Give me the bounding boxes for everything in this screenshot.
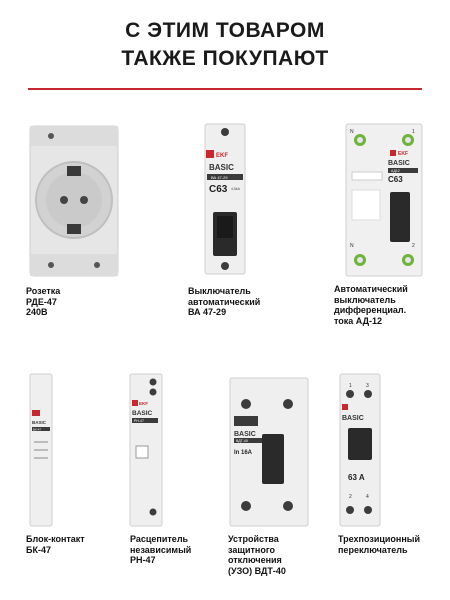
product-name-line: Выключатель	[188, 286, 251, 296]
product-name-line: Расцепитель	[130, 534, 189, 544]
series-label: BASIC	[234, 431, 256, 438]
product-name-line: переключатель	[338, 544, 408, 555]
product-name-rcbo	[334, 284, 408, 326]
product-card-auxiliary-contact[interactable]	[22, 370, 122, 570]
product-name-line: ВА 47-29	[188, 307, 227, 317]
series-label: BASIC	[32, 420, 47, 425]
terminal-label-bottom-1: 2	[349, 494, 352, 500]
product-name-line: Розетка	[26, 286, 61, 296]
product-name-circuit-breaker	[188, 286, 260, 318]
series-label: BASIC	[209, 163, 234, 172]
product-name-socket	[26, 286, 60, 318]
series-label: BASIC	[388, 160, 410, 167]
product-name-line: независимый	[130, 544, 192, 555]
model-label: АД12	[391, 169, 400, 173]
product-name-line: Трехпозиционный	[338, 534, 421, 544]
circuit-breaker-image	[200, 120, 260, 280]
terminal-label-top-2: 3	[366, 383, 369, 389]
product-name-line: РДЕ-47	[26, 296, 57, 307]
product-name-line: Блок-контакт	[26, 534, 85, 544]
product-name-line: выключатель	[334, 294, 396, 305]
rating-label: C63	[388, 175, 403, 184]
socket-module-image	[22, 120, 122, 280]
product-name-three-position-switch	[338, 534, 420, 555]
series-label: BASIC	[132, 410, 153, 417]
product-card-shunt-release[interactable]	[126, 370, 226, 570]
product-card-rcd[interactable]	[226, 370, 326, 580]
product-name-line: защитного	[228, 544, 275, 555]
product-card-rcbo[interactable]	[334, 120, 444, 330]
product-card-three-position-switch[interactable]	[336, 370, 444, 570]
rating-label: 63 A	[348, 473, 365, 482]
product-name-line: Устройства	[228, 534, 279, 544]
header	[0, 0, 450, 82]
product-name-line: БК-47	[26, 544, 51, 555]
terminal-label-top-1: 1	[349, 383, 352, 389]
model-label: БК-47	[33, 427, 42, 432]
product-name-rcd	[228, 534, 286, 576]
shunt-release-image	[126, 370, 176, 530]
product-name-line: РН-47	[130, 555, 156, 565]
model-label: РН-47	[134, 419, 144, 423]
product-name-line: дифференциал.	[334, 305, 407, 315]
header-divider	[28, 88, 422, 90]
terminal-label-bottom-2: 4	[366, 494, 369, 500]
terminal-label-bottom-left: N	[350, 243, 354, 249]
brand-label: EKF	[216, 153, 228, 159]
product-name-line: автоматический	[188, 296, 261, 307]
product-name-line: (УЗО) ВДТ-40	[228, 565, 286, 576]
product-name-shunt-release	[130, 534, 191, 566]
rating-label: In 16A	[234, 450, 253, 456]
product-name-line: тока АД-12	[334, 315, 383, 326]
product-card-circuit-breaker[interactable]	[180, 120, 300, 320]
three-position-switch-image	[336, 370, 396, 530]
model-label: ВДТ-40	[236, 439, 248, 443]
product-name-line: отключения	[228, 555, 282, 565]
rcbo-image	[338, 120, 428, 280]
logo-label: 4,5kA	[231, 187, 240, 191]
page-title-line-1: С ЭТИМ ТОВАРОМ	[125, 19, 325, 42]
product-name-line: 240В	[26, 307, 48, 317]
auxiliary-contact-image	[24, 370, 64, 530]
product-name-line: Автоматический	[334, 284, 408, 294]
terminal-label-top-right: 1	[412, 129, 415, 135]
terminal-label-bottom-right: 2	[412, 243, 415, 249]
brand-label: EKF	[139, 401, 148, 406]
page-title-line-2: ТАКЖЕ ПОКУПАЮТ	[121, 47, 329, 70]
model-label: ВА 47-29	[211, 175, 228, 180]
product-name-auxiliary-contact	[26, 534, 85, 555]
rating-label: C63	[209, 184, 228, 195]
rcd-image	[226, 370, 316, 530]
series-label: BASIC	[342, 415, 364, 422]
terminal-label-top-left: N	[350, 129, 354, 135]
product-card-socket[interactable]	[22, 120, 142, 320]
brand-label: EKF	[398, 151, 408, 157]
